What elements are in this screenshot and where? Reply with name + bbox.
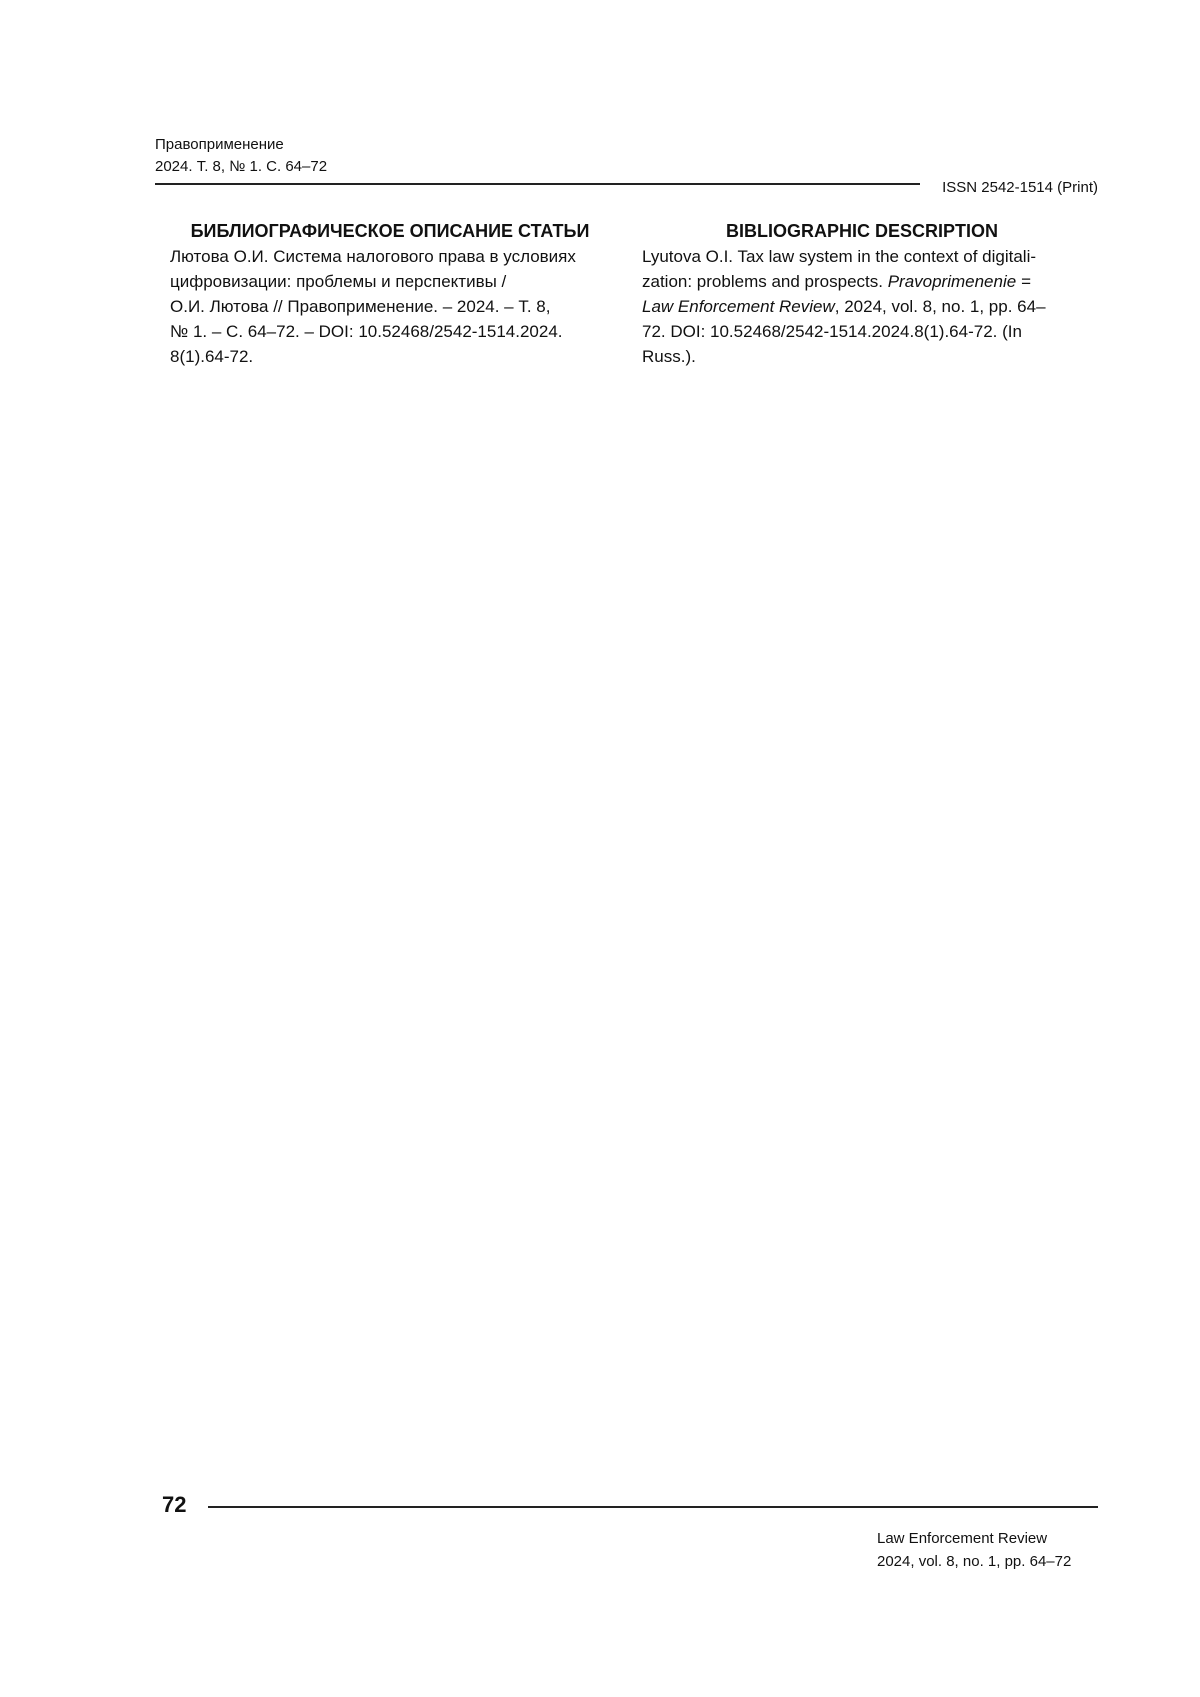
header-divider (155, 183, 920, 185)
citation-ru-body (170, 244, 610, 369)
citation-en-journal-title: Law Enforcement Review (642, 297, 835, 316)
citation-en-text: zation: problems and prospects. (642, 272, 888, 291)
issue-info-en: 2024, vol. 8, no. 1, pp. 64–72 (877, 1553, 1072, 1570)
journal-title-en: Law Enforcement Review (877, 1530, 1048, 1547)
citation-ru-line: О.И. Лютова // Правоприменение. – 2024. – Т. 8, (170, 297, 551, 316)
citation-en-line: 72. DOI: 10.52468/2542-1514.2024.8(1).64-72. (In (642, 322, 1022, 341)
citation-en-line: Russ.). (642, 347, 696, 366)
citation-en-text: , 2024, vol. 8, no. 1, pp. 64– (834, 297, 1046, 316)
citation-ru-line: № 1. – С. 64–72. – DOI: 10.52468/2542-1514.2024. (170, 322, 563, 341)
citation-ru-heading: БИБЛИОГРАФИЧЕСКОЕ ОПИСАНИЕ СТАТЬИ (190, 221, 590, 241)
citation-ru-column (170, 218, 610, 369)
citation-ru-line: Лютова О.И. Система налогового права в условиях (170, 247, 576, 266)
citation-en-line: Lyutova O.I. Tax law system in the context of digitali- (642, 247, 1037, 266)
citation-en-journal-title: Pravoprimenenie = (887, 272, 1031, 291)
issn-label: ISSN 2542-1514 (Print) (942, 179, 1098, 196)
citation-en-column (642, 218, 1082, 369)
citation-en-heading: BIBLIOGRAPHIC DESCRIPTION (725, 221, 998, 241)
footer-divider (208, 1506, 1098, 1508)
citation-en-body (642, 244, 1082, 369)
citation-ru-line: 8(1).64-72. (170, 347, 254, 366)
running-footer (877, 1527, 1071, 1573)
running-header (155, 134, 327, 178)
journal-title-ru: Правоприменение (155, 136, 284, 153)
page-number: 72 (162, 1492, 187, 1517)
issue-info-ru: 2024. Т. 8, № 1. С. 64–72 (155, 158, 328, 175)
citation-en-line (642, 269, 1082, 294)
citation-en-line (642, 294, 1082, 319)
citation-ru-line: цифровизации: проблемы и перспективы / (170, 272, 507, 291)
